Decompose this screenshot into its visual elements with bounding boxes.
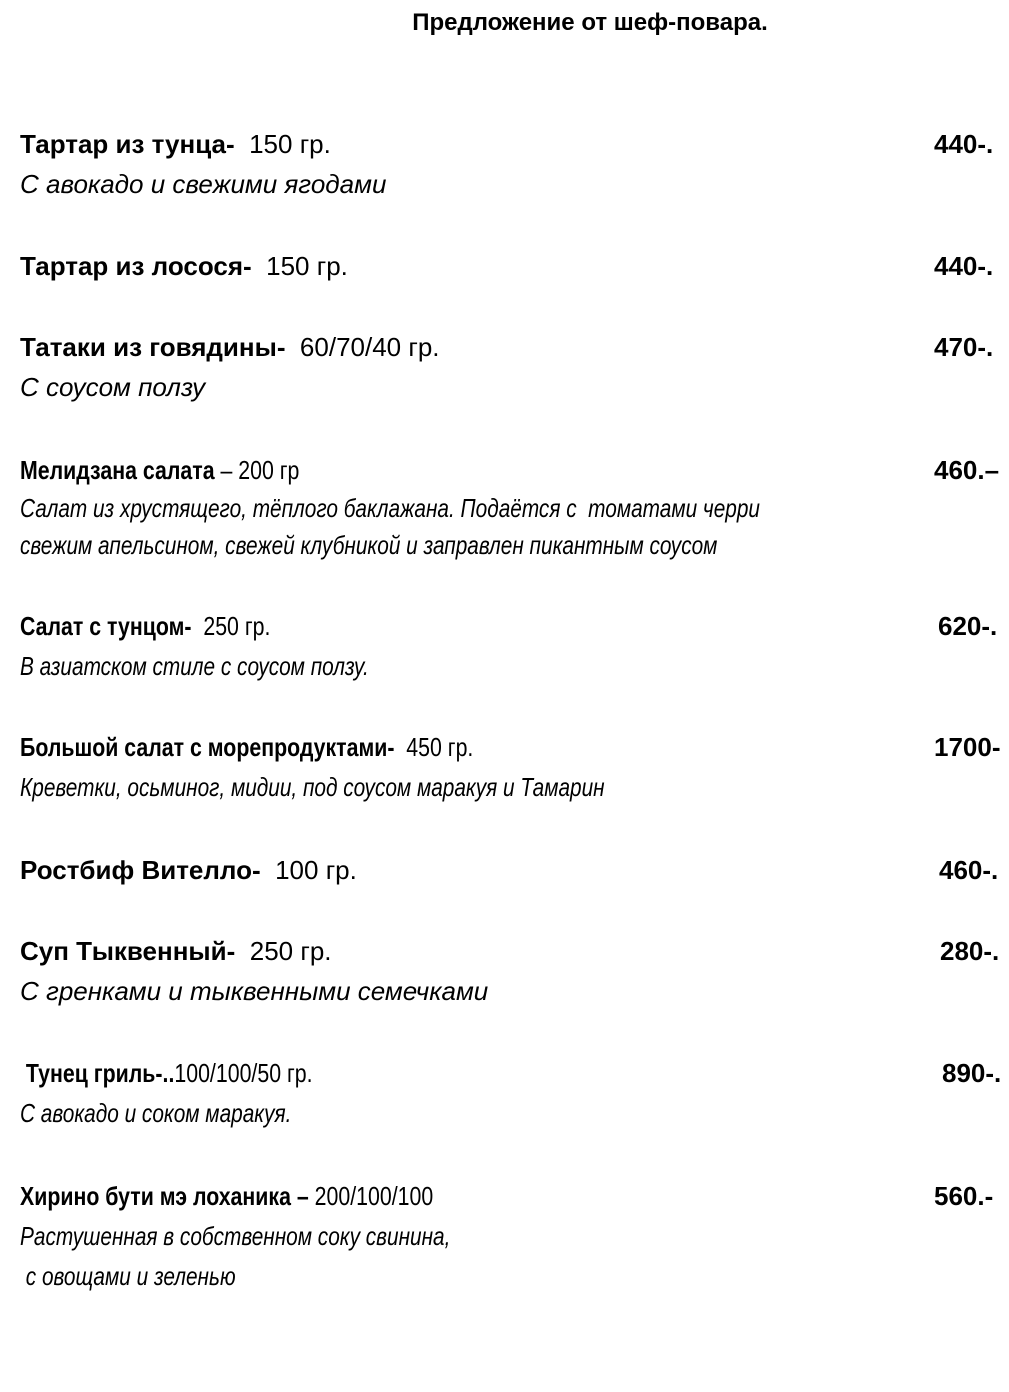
item-weight: 150 гр. bbox=[234, 129, 331, 159]
item-description: С авокадо и свежими ягодами bbox=[20, 169, 387, 199]
item-header bbox=[20, 606, 1009, 646]
item-description: С авокадо и соком маракуя. bbox=[20, 1098, 292, 1128]
item-weight: 200/100/100 bbox=[308, 1181, 434, 1211]
item-header bbox=[20, 327, 1009, 367]
item-header bbox=[20, 931, 1009, 971]
item-name: Ростбиф Вителло- bbox=[20, 855, 261, 885]
item-price: 470-. bbox=[934, 332, 994, 362]
item-name: Хирино бути мэ лоханика – bbox=[20, 1181, 309, 1211]
item-header bbox=[20, 1176, 1009, 1216]
menu-item-salmon-tartare bbox=[20, 246, 1009, 286]
item-weight: 100/100/50 гр. bbox=[174, 1058, 313, 1088]
item-name: Большой салат с морепродуктами- bbox=[20, 732, 395, 762]
item-name: Мелидзана салата bbox=[20, 455, 215, 485]
item-header bbox=[20, 246, 1009, 286]
item-weight: 250 гр. bbox=[191, 611, 271, 641]
menu-item-pumpkin-soup bbox=[20, 931, 1009, 1011]
item-name: Тунец гриль-.. bbox=[20, 1058, 175, 1088]
menu-item-beef-tataki bbox=[20, 327, 1009, 407]
menu-item-seafood-salad bbox=[20, 727, 1009, 807]
item-header bbox=[20, 727, 1009, 767]
item-price: 890-. bbox=[942, 1058, 1002, 1088]
item-description-line-2: свежим апельсином, свежей клубникой и заправлен пикантным соусом bbox=[20, 530, 718, 560]
item-name: Суп Тыквенный- bbox=[20, 936, 236, 966]
item-description-line-1: Растушенная в собственном соку свинина, bbox=[20, 1221, 451, 1251]
item-weight: 100 гр. bbox=[260, 855, 357, 885]
item-header bbox=[20, 1053, 1009, 1093]
item-header bbox=[20, 450, 1009, 490]
item-price: 440-. bbox=[934, 129, 994, 159]
menu-item-tuna-tartare bbox=[20, 124, 1009, 204]
item-description-line-2: с овощами и зеленью bbox=[20, 1261, 236, 1291]
menu-item-roastbeef-vitello bbox=[20, 850, 1009, 890]
item-header bbox=[20, 124, 1009, 164]
item-price: 560.- bbox=[934, 1181, 994, 1211]
page-title: Предложение от шеф-повара. bbox=[412, 9, 768, 36]
item-description: С соусом ползу bbox=[20, 372, 206, 402]
item-price: 280-. bbox=[940, 936, 1000, 966]
item-weight: 60/70/40 гр. bbox=[285, 332, 440, 362]
item-price: 440-. bbox=[934, 251, 994, 281]
item-description-line-1: Салат из хрустящего, тёплого баклажана. Подаётся с томатами черри bbox=[20, 493, 760, 523]
item-weight: 450 гр. bbox=[394, 732, 474, 762]
menu-item-hirino-buti bbox=[20, 1176, 1009, 1296]
item-description: С гренками и тыквенными семечками bbox=[20, 976, 489, 1006]
menu-item-tuna-salad bbox=[20, 606, 1009, 686]
item-price: 1700- bbox=[934, 732, 1001, 762]
menu-item-melitzana-salad bbox=[20, 450, 1009, 564]
item-name: Тартар из лосося- bbox=[20, 251, 252, 281]
item-price: 460-. bbox=[939, 855, 999, 885]
item-description: Креветки, осьминог, мидии, под соусом маракуя и Тамарин bbox=[20, 772, 605, 802]
item-price: 460.– bbox=[934, 455, 1000, 485]
item-weight: 150 гр. bbox=[251, 251, 348, 281]
item-weight: 250 гр. bbox=[235, 936, 332, 966]
item-header bbox=[20, 850, 1009, 890]
item-weight: – 200 гр bbox=[214, 455, 300, 485]
item-name: Татаки из говядины- bbox=[20, 332, 286, 362]
item-name: Тартар из тунца- bbox=[20, 129, 235, 159]
item-description: В азиатском стиле с соусом ползу. bbox=[20, 651, 369, 681]
menu-item-grilled-tuna bbox=[20, 1053, 1009, 1133]
item-name: Салат с тунцом- bbox=[20, 611, 192, 641]
item-price: 620-. bbox=[938, 611, 998, 641]
